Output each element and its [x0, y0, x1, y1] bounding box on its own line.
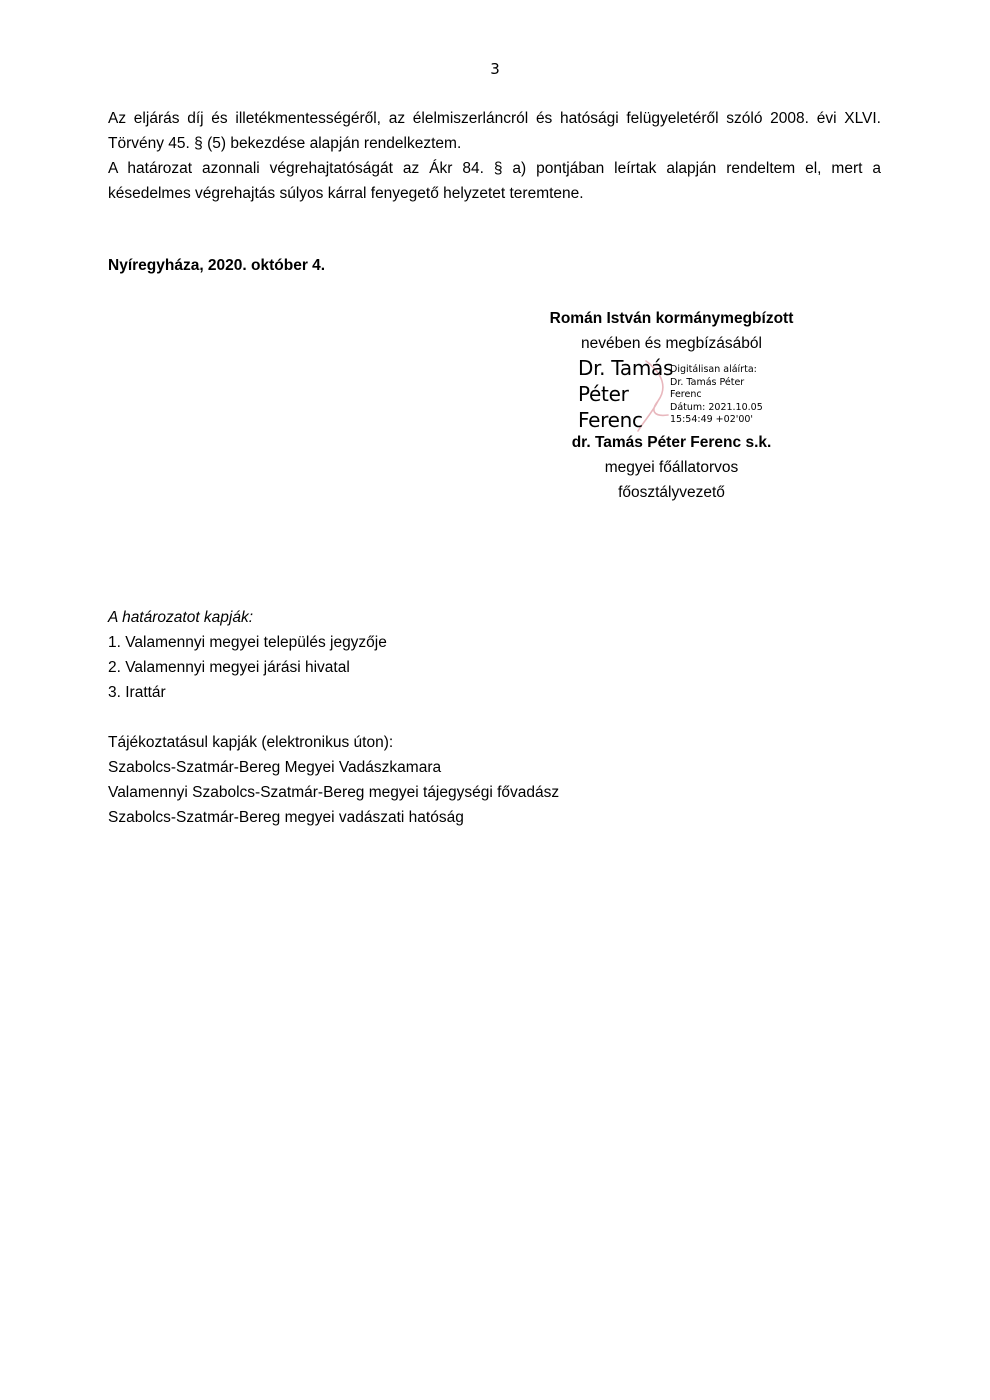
signer-line: Ferenc — [670, 389, 702, 400]
name-line: Dr. Tamás — [578, 356, 674, 380]
body-text — [108, 106, 881, 206]
list-item: Valamennyi Szabolcs-Szatmár-Bereg megyei tájegységi fővadász — [108, 784, 560, 801]
signed-by-label: Digitálisan aláírta: — [670, 364, 757, 375]
spacer — [108, 705, 559, 730]
signer-line: Dr. Tamás Péter — [670, 376, 745, 388]
signer-title: megyei főállatorvos — [604, 459, 739, 476]
recipients-section — [108, 605, 559, 830]
paragraph-fee-exemption: Az eljárás díj és illetékmentességéről, az élelmiszerláncról és hatósági felügyeletéről szóló 2008. évi XLVI. Törvény 45. § (5) bekezdése alapján rendelkeztem. — [108, 110, 881, 152]
page-number: 3 — [490, 60, 500, 78]
signer-name-large — [578, 355, 673, 433]
list-item: Szabolcs-Szatmár-Bereg megyei vadászati hatóság — [108, 809, 464, 826]
recipients-heading: A határozatot kapják: — [108, 609, 254, 626]
info-recipients-heading: Tájékoztatásul kapják (elektronikus úton): — [108, 734, 394, 751]
signer-block — [520, 430, 823, 505]
paragraph-immediate-enforcement: A határozat azonnali végrehajtatóságát az Ákr 84. § a) pontjában leírtak alapján rendeltem el, mert a késedelmes végrehajtás súlyos kárral fenyegető helyzetet teremtene. — [108, 160, 881, 202]
name-line: Ferenc — [578, 408, 643, 432]
list-item: Szabolcs-Szatmár-Bereg Megyei Vadászkamara — [108, 759, 442, 776]
list-item: 1. Valamennyi megyei település jegyzője — [108, 634, 387, 651]
list-item: 3. Irattár — [108, 684, 166, 701]
signature-authority — [520, 306, 823, 356]
signer-position: főosztályvezető — [618, 484, 725, 501]
name-line: Péter — [578, 382, 629, 406]
place-date: Nyíregyháza, 2020. október 4. — [108, 257, 326, 274]
on-behalf-phrase: nevében és megbízásából — [581, 335, 762, 352]
list-item: 2. Valamennyi megyei járási hivatal — [108, 659, 350, 676]
signature-metadata — [670, 364, 763, 427]
signature-time: 15:54:49 +02'00' — [670, 414, 754, 425]
digital-signature — [578, 355, 778, 433]
on-behalf-of: Román István kormánymegbízott — [549, 310, 794, 327]
signature-date: Dátum: 2021.10.05 — [670, 401, 763, 413]
signer-name: dr. Tamás Péter Ferenc s.k. — [571, 434, 772, 451]
